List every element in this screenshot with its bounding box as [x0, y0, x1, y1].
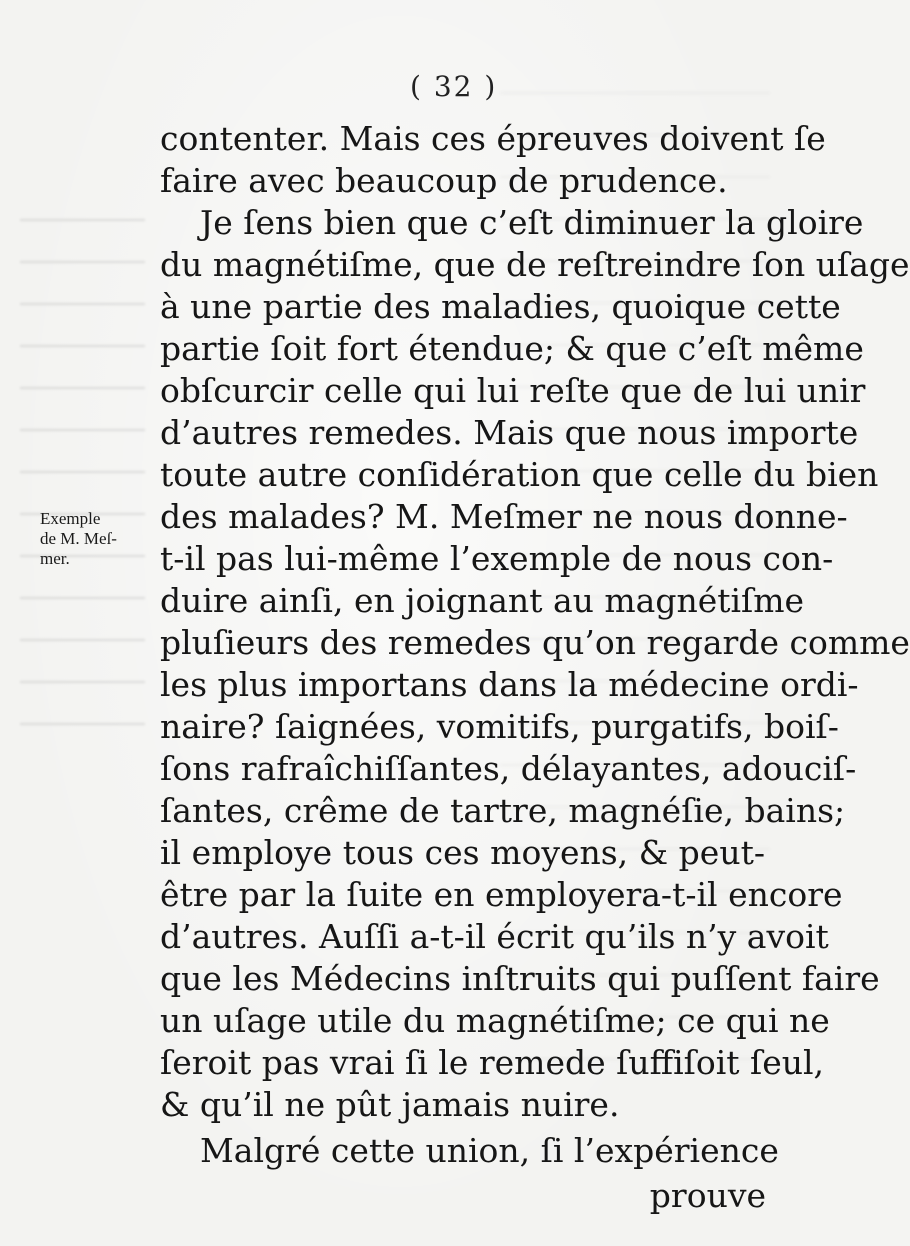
text-line-9: toute autre conſidération que celle du bien: [160, 455, 879, 494]
text-line-13: pluſieurs des remedes qu’on regarde comme: [160, 623, 910, 662]
text-line-20: d’autres. Auſſi a-t-il écrit qu’ils n’y avoit: [160, 917, 829, 956]
catchword: prouve: [649, 1176, 766, 1215]
text-line-24: & qu’il ne pût jamais nuire.: [160, 1085, 620, 1124]
text-line-8: d’autres remedes. Mais que nous importe: [160, 413, 859, 452]
marginal-note-line-3: mer.: [40, 549, 70, 568]
text-line-22: un uſage utile du magnétiſme; ce qui ne: [160, 1001, 830, 1040]
text-line-17: ſantes, crême de tartre, magnéſie, bains;: [160, 791, 846, 830]
text-line-25: Malgré cette union, ſi l’expérience: [200, 1131, 779, 1170]
text-line-19: être par la ſuite en employera-t-il encore: [160, 875, 843, 914]
text-line-3: Je ſens bien que c’eſt diminuer la gloire: [200, 203, 864, 242]
text-line-5: à une partie des maladies, quoique cette: [160, 287, 841, 326]
text-line-2: faire avec beaucoup de prudence.: [160, 161, 728, 200]
text-line-4: du magnétiſme, que de reſtreindre ſon uſage: [160, 245, 910, 284]
text-line-18: il employe tous ces moyens, & peut-: [160, 833, 765, 872]
text-line-10: des malades? M. Meſmer ne nous donne-: [160, 497, 848, 536]
text-line-1: contenter. Mais ces épreuves doivent ſe: [160, 119, 826, 158]
text-line-6: partie ſoit fort étendue; & que c’eſt même: [160, 329, 864, 368]
text-line-23: ſeroit pas vrai ſi le remede ſuffiſoit ſeul,: [160, 1043, 825, 1082]
text-line-14: les plus importans dans la médecine ordi-: [160, 665, 859, 704]
bleed-through-left: [20, 195, 145, 755]
page-number: ( 32 ): [410, 70, 498, 103]
text-line-12: duire ainſi, en joignant au magnétiſme: [160, 581, 805, 620]
text-line-15: naire? ſaignées, vomitifs, purgatifs, boiſ-: [160, 707, 839, 746]
marginal-note-line-2: de M. Meſ-: [40, 529, 117, 548]
text-line-7: obſcurcir celle qui lui reſte que de lui unir: [160, 371, 866, 410]
marginal-note-line-1: Exemple: [40, 509, 101, 528]
text-line-11: t-il pas lui-même l’exemple de nous con-: [160, 539, 834, 578]
text-line-16: ſons rafraîchiſſantes, délayantes, adouciſ-: [160, 749, 857, 788]
text-line-21: que les Médecins inſtruits qui puſſent faire: [160, 959, 880, 998]
